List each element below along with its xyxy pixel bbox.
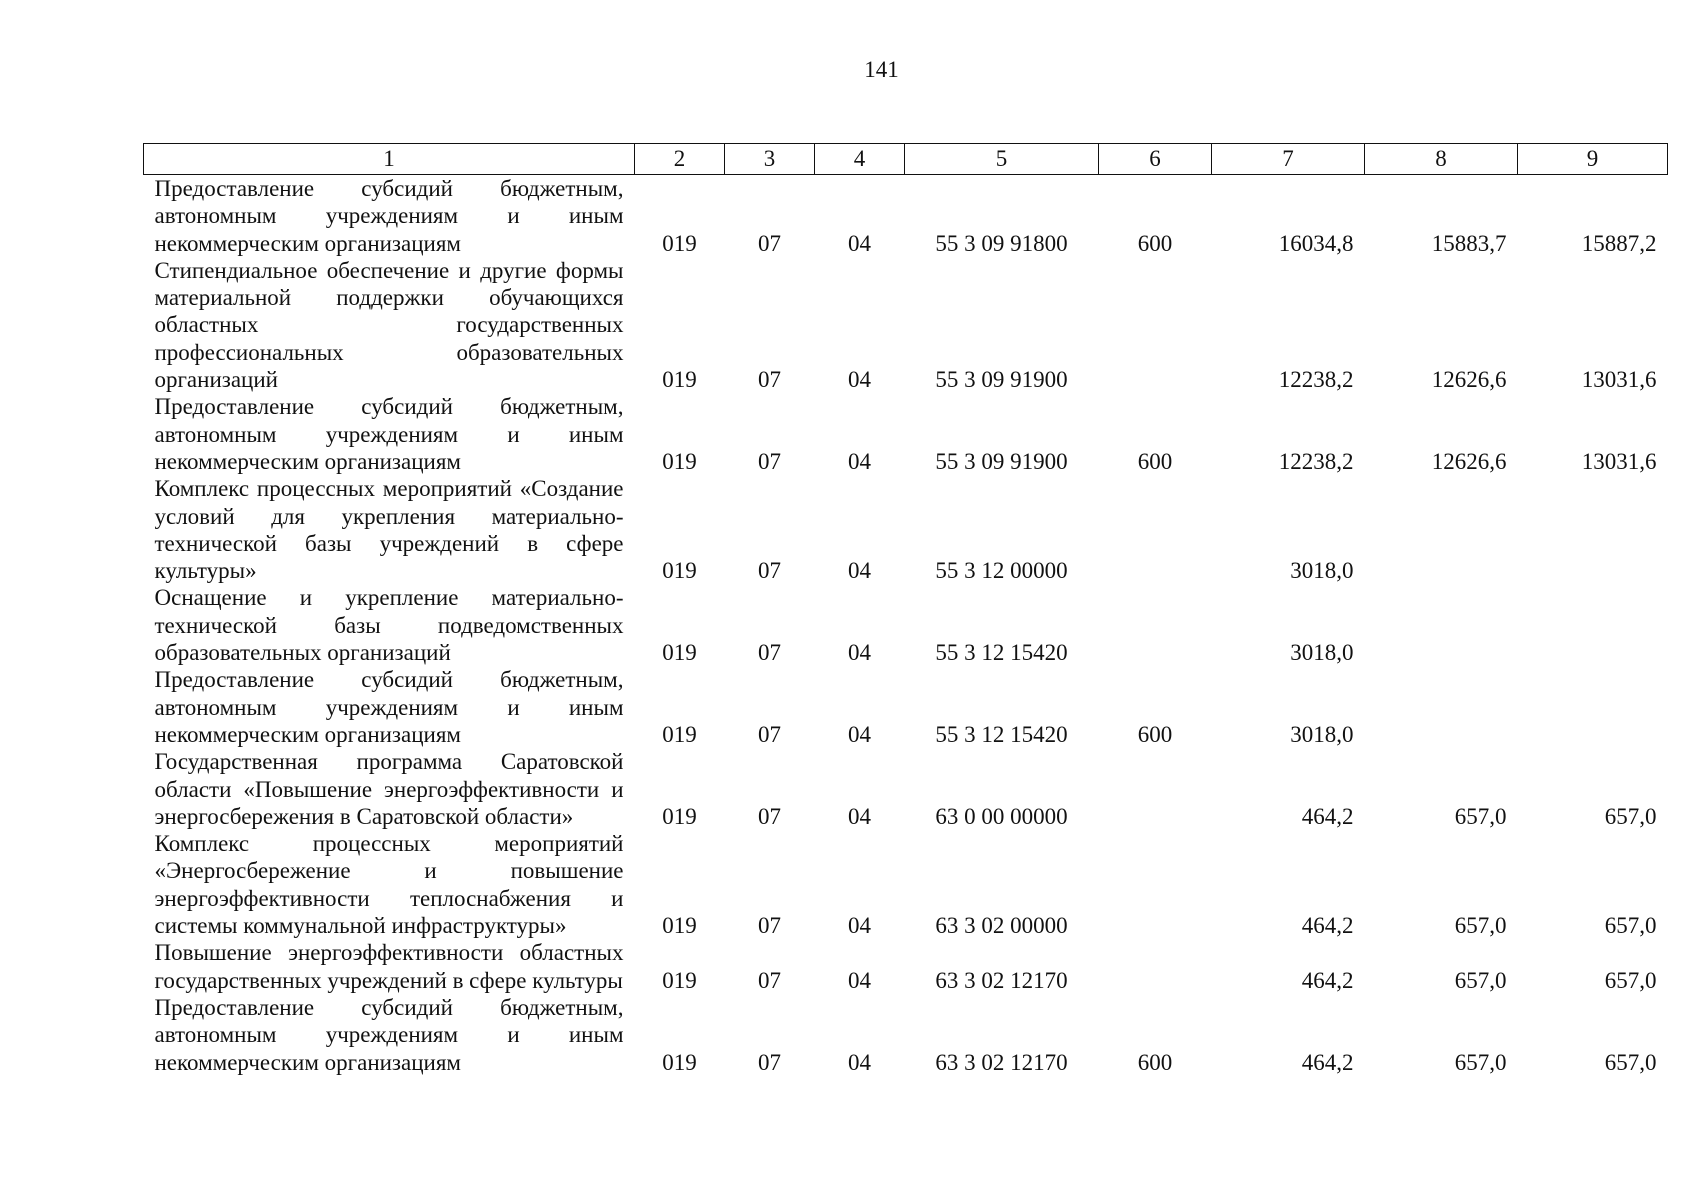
section-code: 07 bbox=[758, 367, 781, 393]
amount-year-3 bbox=[1518, 584, 1668, 666]
ministry-code: 019 bbox=[662, 721, 697, 747]
row-name: Предоставление субсидий бюджетным, автономным учреждениям и иным некоммерческим организациям bbox=[154, 176, 624, 256]
expense-type-code bbox=[1099, 257, 1212, 393]
table-row bbox=[144, 475, 1668, 584]
amount-year-1: 3018,0 bbox=[1290, 558, 1354, 584]
section-code: 07 bbox=[758, 558, 781, 584]
target-article-code: 63 3 02 12170 bbox=[935, 967, 1068, 993]
amount-year-2 bbox=[1365, 584, 1518, 666]
expense-type-code bbox=[1099, 475, 1212, 584]
amount-year-3 bbox=[1518, 475, 1668, 584]
ministry-code: 019 bbox=[662, 803, 697, 829]
amount-year-1: 464,2 bbox=[1301, 967, 1354, 993]
amount-year-2: 657,0 bbox=[1454, 803, 1507, 829]
row-name: Предоставление субсидий бюджетным, автономным учреждениям и иным некоммерческим организациям bbox=[154, 994, 624, 1075]
amount-year-1: 464,2 bbox=[1301, 803, 1354, 829]
section-code: 07 bbox=[758, 1049, 781, 1075]
amount-year-1: 12238,2 bbox=[1278, 367, 1354, 393]
ministry-code: 019 bbox=[662, 1049, 697, 1075]
table-row bbox=[144, 175, 1668, 257]
section-code: 07 bbox=[758, 448, 781, 474]
target-article-code: 63 0 00 00000 bbox=[935, 803, 1068, 829]
row-name: Повышение энергоэффективности областных государственных учреждений в сфере культуры bbox=[154, 940, 624, 993]
target-article-code: 55 3 09 91900 bbox=[935, 448, 1068, 474]
amount-year-2 bbox=[1365, 475, 1518, 584]
section-code: 07 bbox=[758, 721, 781, 747]
row-name: Оснащение и укрепление материально-технической базы подведомственных образовательных организаций bbox=[154, 585, 624, 666]
target-article-code: 55 3 12 00000 bbox=[935, 558, 1068, 584]
table-row bbox=[144, 584, 1668, 666]
amount-year-3: 13031,6 bbox=[1581, 448, 1657, 474]
subsection-code: 04 bbox=[848, 230, 871, 256]
subsection-code: 04 bbox=[848, 1049, 871, 1075]
expense-type-code bbox=[1099, 748, 1212, 830]
expense-type-code bbox=[1099, 830, 1212, 939]
amount-year-2: 657,0 bbox=[1454, 1049, 1507, 1075]
amount-year-3: 15887,2 bbox=[1581, 230, 1657, 256]
subsection-code: 04 bbox=[848, 721, 871, 747]
section-code: 07 bbox=[758, 230, 781, 256]
table-row bbox=[144, 939, 1668, 994]
column-header-5: 5 bbox=[905, 144, 1099, 175]
section-code: 07 bbox=[758, 640, 781, 666]
budget-table bbox=[143, 143, 1668, 1076]
target-article-code: 55 3 12 15420 bbox=[935, 721, 1068, 747]
table-row bbox=[144, 748, 1668, 830]
target-article-code: 63 3 02 12170 bbox=[935, 1049, 1068, 1075]
section-code: 07 bbox=[758, 967, 781, 993]
amount-year-3: 657,0 bbox=[1604, 1049, 1657, 1075]
column-header-2: 2 bbox=[635, 144, 725, 175]
amount-year-2: 12626,6 bbox=[1431, 367, 1507, 393]
column-header-3: 3 bbox=[725, 144, 815, 175]
ministry-code: 019 bbox=[662, 967, 697, 993]
target-article-code: 63 3 02 00000 bbox=[935, 913, 1068, 939]
expense-type-code: 600 bbox=[1137, 448, 1173, 474]
row-name: Предоставление субсидий бюджетным, автономным учреждениям и иным некоммерческим организациям bbox=[154, 394, 624, 474]
target-article-code: 55 3 09 91800 bbox=[935, 230, 1068, 256]
column-header-4: 4 bbox=[815, 144, 905, 175]
amount-year-3 bbox=[1518, 666, 1668, 748]
column-header-1: 1 bbox=[144, 144, 635, 175]
amount-year-1: 16034,8 bbox=[1278, 230, 1354, 256]
target-article-code: 55 3 09 91900 bbox=[935, 367, 1068, 393]
amount-year-2: 15883,7 bbox=[1431, 230, 1507, 256]
column-header-6: 6 bbox=[1099, 144, 1212, 175]
row-name: Комплекс процессных мероприятий «Создание условий для укрепления материально-технической базы учреждений в сфере культуры» bbox=[154, 476, 624, 584]
row-name: Государственная программа Саратовской области «Повышение энергоэффективности и энергосбережения в Саратовской области» bbox=[154, 749, 624, 829]
amount-year-3: 657,0 bbox=[1604, 913, 1657, 939]
amount-year-2 bbox=[1365, 666, 1518, 748]
expense-type-code: 600 bbox=[1137, 1049, 1173, 1075]
header-row bbox=[144, 144, 1668, 175]
amount-year-2: 657,0 bbox=[1454, 967, 1507, 993]
subsection-code: 04 bbox=[848, 367, 871, 393]
ministry-code: 019 bbox=[662, 913, 697, 939]
target-article-code: 55 3 12 15420 bbox=[935, 640, 1068, 666]
amount-year-1: 12238,2 bbox=[1278, 448, 1354, 474]
ministry-code: 019 bbox=[662, 558, 697, 584]
ministry-code: 019 bbox=[662, 230, 697, 256]
subsection-code: 04 bbox=[848, 967, 871, 993]
amount-year-2: 657,0 bbox=[1454, 913, 1507, 939]
column-header-8: 8 bbox=[1365, 144, 1518, 175]
table-row bbox=[144, 257, 1668, 393]
expense-type-code: 600 bbox=[1137, 230, 1173, 256]
ministry-code: 019 bbox=[662, 640, 697, 666]
amount-year-2: 12626,6 bbox=[1431, 448, 1507, 474]
row-name: Предоставление субсидий бюджетным, автономным учреждениям и иным некоммерческим организациям bbox=[154, 667, 624, 747]
section-code: 07 bbox=[758, 803, 781, 829]
amount-year-3: 657,0 bbox=[1604, 803, 1657, 829]
amount-year-1: 3018,0 bbox=[1290, 721, 1354, 747]
subsection-code: 04 bbox=[848, 640, 871, 666]
subsection-code: 04 bbox=[848, 803, 871, 829]
table-row bbox=[144, 994, 1668, 1076]
ministry-code: 019 bbox=[662, 448, 697, 474]
amount-year-3: 13031,6 bbox=[1581, 367, 1657, 393]
column-header-9: 9 bbox=[1518, 144, 1668, 175]
amount-year-1: 464,2 bbox=[1301, 913, 1354, 939]
expense-type-code bbox=[1099, 584, 1212, 666]
row-name: Стипендиальное обеспечение и другие формы материальной поддержки обучающихся областных государственных профессиональных образовательных организаций bbox=[154, 257, 624, 393]
subsection-code: 04 bbox=[848, 558, 871, 584]
column-header-7: 7 bbox=[1212, 144, 1365, 175]
page-number: 141 bbox=[864, 57, 899, 82]
subsection-code: 04 bbox=[848, 913, 871, 939]
amount-year-3: 657,0 bbox=[1604, 967, 1657, 993]
section-code: 07 bbox=[758, 913, 781, 939]
table-row bbox=[144, 393, 1668, 475]
expense-type-code: 600 bbox=[1137, 721, 1173, 747]
expense-type-code bbox=[1099, 939, 1212, 994]
ministry-code: 019 bbox=[662, 367, 697, 393]
table-row bbox=[144, 830, 1668, 939]
amount-year-1: 3018,0 bbox=[1290, 640, 1354, 666]
row-name: Комплекс процессных мероприятий «Энергосбережение и повышение энергоэффективности теплоснабжения и системы коммунальной инфраструктуры» bbox=[154, 831, 624, 939]
table-row bbox=[144, 666, 1668, 748]
subsection-code: 04 bbox=[848, 448, 871, 474]
amount-year-1: 464,2 bbox=[1301, 1049, 1354, 1075]
